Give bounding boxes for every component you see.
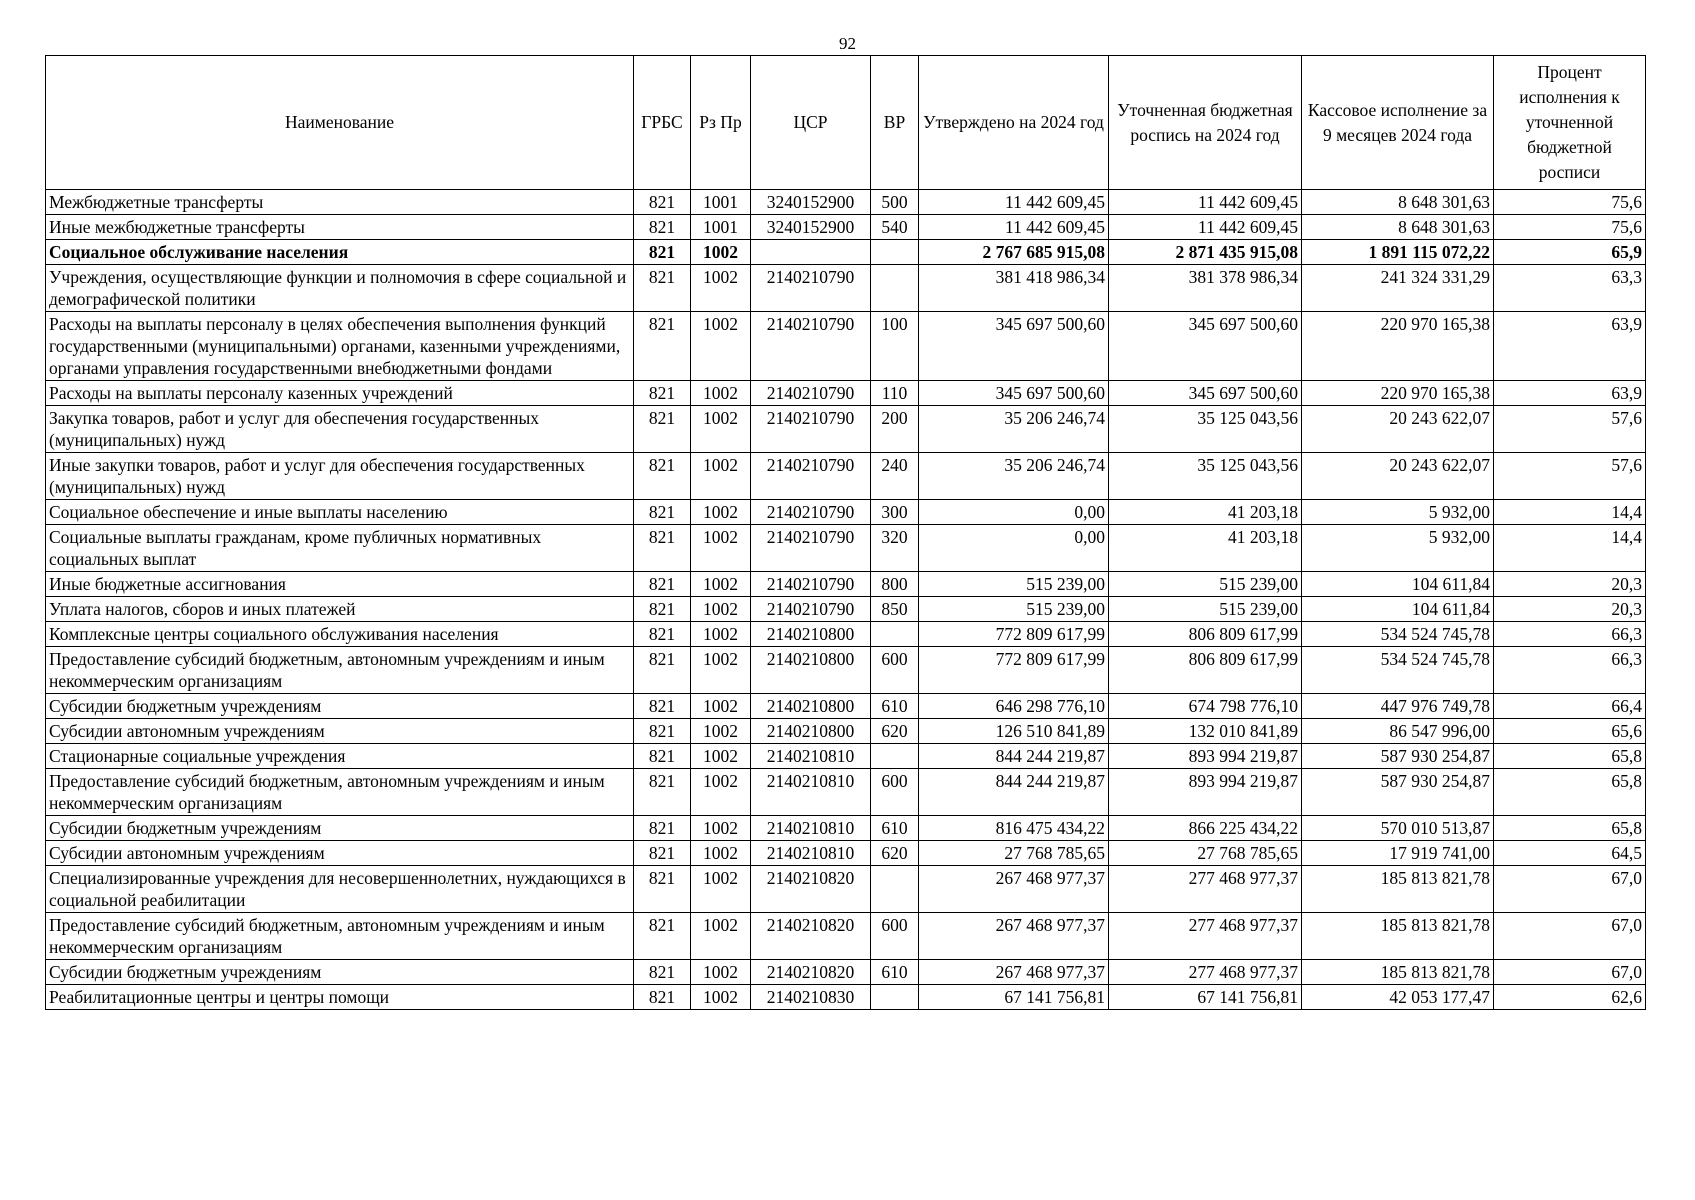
cell-vr: 600 <box>871 647 919 694</box>
table-row <box>46 985 1646 1010</box>
cell-percent: 14,4 <box>1494 525 1646 572</box>
cell-refined: 674 798 776,10 <box>1109 694 1302 719</box>
table-row <box>46 913 1646 960</box>
cell-name: Учреждения, осуществляющие функции и полномочия в сфере социальной и демографической политики <box>46 265 634 312</box>
cell-grbs: 821 <box>634 913 691 960</box>
cell-refined: 345 697 500,60 <box>1109 381 1302 406</box>
cell-grbs: 821 <box>634 500 691 525</box>
cell-percent: 65,8 <box>1494 816 1646 841</box>
cell-vr: 110 <box>871 381 919 406</box>
cell-rzpr: 1002 <box>691 406 751 453</box>
cell-grbs: 821 <box>634 719 691 744</box>
cell-cash: 20 243 622,07 <box>1302 453 1494 500</box>
cell-grbs: 821 <box>634 453 691 500</box>
cell-csr: 2140210820 <box>751 866 871 913</box>
cell-percent: 75,6 <box>1494 215 1646 240</box>
cell-grbs: 821 <box>634 525 691 572</box>
table-row <box>46 719 1646 744</box>
cell-approved: 267 468 977,37 <box>919 913 1109 960</box>
cell-vr: 800 <box>871 572 919 597</box>
cell-vr: 500 <box>871 190 919 215</box>
cell-cash: 20 243 622,07 <box>1302 406 1494 453</box>
cell-percent: 57,6 <box>1494 453 1646 500</box>
cell-grbs: 821 <box>634 694 691 719</box>
cell-approved: 515 239,00 <box>919 572 1109 597</box>
cell-approved: 844 244 219,87 <box>919 769 1109 816</box>
cell-approved: 67 141 756,81 <box>919 985 1109 1010</box>
cell-cash: 104 611,84 <box>1302 597 1494 622</box>
cell-grbs: 821 <box>634 985 691 1010</box>
cell-percent: 65,6 <box>1494 719 1646 744</box>
cell-cash: 587 930 254,87 <box>1302 769 1494 816</box>
cell-vr <box>871 265 919 312</box>
cell-name: Субсидии автономным учреждениям <box>46 841 634 866</box>
cell-percent: 65,8 <box>1494 744 1646 769</box>
header-cash: Кассовое исполнение за 9 месяцев 2024 года <box>1302 56 1494 190</box>
cell-name: Социальное обслуживание населения <box>46 240 634 265</box>
cell-name: Расходы на выплаты персоналу в целях обеспечения выполнения функций государственными (муниципальными) органами, казенными учреждениями, органами управления государственными внебюджетными фондами <box>46 312 634 381</box>
cell-csr: 2140210790 <box>751 265 871 312</box>
cell-percent: 66,4 <box>1494 694 1646 719</box>
cell-cash: 185 813 821,78 <box>1302 866 1494 913</box>
cell-grbs: 821 <box>634 622 691 647</box>
cell-approved: 0,00 <box>919 525 1109 572</box>
cell-approved: 381 418 986,34 <box>919 265 1109 312</box>
table-row <box>46 866 1646 913</box>
cell-csr: 2140210790 <box>751 597 871 622</box>
cell-rzpr: 1002 <box>691 453 751 500</box>
cell-csr: 2140210810 <box>751 841 871 866</box>
cell-name: Субсидии бюджетным учреждениям <box>46 816 634 841</box>
cell-refined: 381 378 986,34 <box>1109 265 1302 312</box>
cell-cash: 534 524 745,78 <box>1302 622 1494 647</box>
cell-vr: 610 <box>871 960 919 985</box>
cell-approved: 11 442 609,45 <box>919 190 1109 215</box>
table-row <box>46 500 1646 525</box>
cell-approved: 11 442 609,45 <box>919 215 1109 240</box>
cell-refined: 345 697 500,60 <box>1109 312 1302 381</box>
cell-approved: 816 475 434,22 <box>919 816 1109 841</box>
cell-grbs: 821 <box>634 312 691 381</box>
cell-rzpr: 1002 <box>691 841 751 866</box>
cell-refined: 41 203,18 <box>1109 500 1302 525</box>
cell-name: Предоставление субсидий бюджетным, автономным учреждениям и иным некоммерческим организациям <box>46 769 634 816</box>
cell-name: Субсидии бюджетным учреждениям <box>46 960 634 985</box>
cell-csr: 2140210790 <box>751 381 871 406</box>
cell-cash: 241 324 331,29 <box>1302 265 1494 312</box>
table-row <box>46 190 1646 215</box>
cell-name: Иные закупки товаров, работ и услуг для обеспечения государственных (муниципальных) нужд <box>46 453 634 500</box>
cell-rzpr: 1002 <box>691 866 751 913</box>
cell-vr: 100 <box>871 312 919 381</box>
cell-grbs: 821 <box>634 816 691 841</box>
cell-cash: 8 648 301,63 <box>1302 190 1494 215</box>
cell-percent: 67,0 <box>1494 913 1646 960</box>
cell-vr <box>871 866 919 913</box>
table-row <box>46 841 1646 866</box>
cell-approved: 0,00 <box>919 500 1109 525</box>
cell-approved: 35 206 246,74 <box>919 453 1109 500</box>
cell-vr <box>871 240 919 265</box>
cell-vr <box>871 985 919 1010</box>
cell-percent: 20,3 <box>1494 572 1646 597</box>
cell-csr: 2140210810 <box>751 769 871 816</box>
cell-rzpr: 1002 <box>691 240 751 265</box>
cell-csr: 2140210790 <box>751 500 871 525</box>
cell-vr: 620 <box>871 719 919 744</box>
cell-grbs: 821 <box>634 769 691 816</box>
cell-name: Стационарные социальные учреждения <box>46 744 634 769</box>
cell-name: Межбюджетные трансферты <box>46 190 634 215</box>
cell-csr: 2140210800 <box>751 694 871 719</box>
cell-rzpr: 1002 <box>691 525 751 572</box>
cell-percent: 63,9 <box>1494 312 1646 381</box>
cell-refined: 41 203,18 <box>1109 525 1302 572</box>
cell-csr: 2140210790 <box>751 406 871 453</box>
cell-name: Социальные выплаты гражданам, кроме публичных нормативных социальных выплат <box>46 525 634 572</box>
cell-percent: 66,3 <box>1494 647 1646 694</box>
cell-vr: 850 <box>871 597 919 622</box>
cell-refined: 866 225 434,22 <box>1109 816 1302 841</box>
cell-approved: 844 244 219,87 <box>919 744 1109 769</box>
cell-percent: 75,6 <box>1494 190 1646 215</box>
cell-rzpr: 1002 <box>691 622 751 647</box>
cell-csr: 2140210800 <box>751 622 871 647</box>
cell-csr: 2140210790 <box>751 312 871 381</box>
cell-refined: 2 871 435 915,08 <box>1109 240 1302 265</box>
cell-rzpr: 1002 <box>691 265 751 312</box>
cell-approved: 267 468 977,37 <box>919 866 1109 913</box>
cell-percent: 67,0 <box>1494 960 1646 985</box>
cell-name: Субсидии бюджетным учреждениям <box>46 694 634 719</box>
cell-name: Уплата налогов, сборов и иных платежей <box>46 597 634 622</box>
table-row <box>46 572 1646 597</box>
cell-cash: 42 053 177,47 <box>1302 985 1494 1010</box>
cell-name: Специализированные учреждения для несовершеннолетних, нуждающихся в социальной реабилитации <box>46 866 634 913</box>
cell-csr: 2140210790 <box>751 572 871 597</box>
cell-cash: 570 010 513,87 <box>1302 816 1494 841</box>
cell-cash: 220 970 165,38 <box>1302 312 1494 381</box>
cell-cash: 5 932,00 <box>1302 500 1494 525</box>
cell-vr: 610 <box>871 694 919 719</box>
cell-approved: 772 809 617,99 <box>919 647 1109 694</box>
cell-name: Предоставление субсидий бюджетным, автономным учреждениям и иным некоммерческим организациям <box>46 913 634 960</box>
cell-percent: 65,8 <box>1494 769 1646 816</box>
cell-refined: 11 442 609,45 <box>1109 215 1302 240</box>
cell-rzpr: 1002 <box>691 960 751 985</box>
table-body <box>46 190 1646 1010</box>
cell-percent: 64,5 <box>1494 841 1646 866</box>
cell-refined: 893 994 219,87 <box>1109 769 1302 816</box>
cell-refined: 806 809 617,99 <box>1109 647 1302 694</box>
cell-refined: 35 125 043,56 <box>1109 453 1302 500</box>
cell-csr: 2140210800 <box>751 719 871 744</box>
cell-vr: 300 <box>871 500 919 525</box>
cell-rzpr: 1002 <box>691 816 751 841</box>
cell-name: Расходы на выплаты персоналу казенных учреждений <box>46 381 634 406</box>
header-grbs: ГРБС <box>634 56 691 190</box>
cell-name: Реабилитационные центры и центры помощи <box>46 985 634 1010</box>
table-row <box>46 406 1646 453</box>
cell-refined: 11 442 609,45 <box>1109 190 1302 215</box>
cell-rzpr: 1002 <box>691 500 751 525</box>
cell-grbs: 821 <box>634 190 691 215</box>
cell-refined: 277 468 977,37 <box>1109 913 1302 960</box>
cell-grbs: 821 <box>634 265 691 312</box>
cell-csr: 2140210820 <box>751 913 871 960</box>
cell-refined: 515 239,00 <box>1109 572 1302 597</box>
table-row <box>46 694 1646 719</box>
cell-approved: 345 697 500,60 <box>919 381 1109 406</box>
cell-vr: 540 <box>871 215 919 240</box>
cell-grbs: 821 <box>634 572 691 597</box>
table-header-row <box>46 56 1646 190</box>
cell-approved: 35 206 246,74 <box>919 406 1109 453</box>
cell-cash: 447 976 749,78 <box>1302 694 1494 719</box>
cell-csr: 2140210790 <box>751 525 871 572</box>
header-percent: Процент исполнения к уточненной бюджетной росписи <box>1494 56 1646 190</box>
cell-percent: 67,0 <box>1494 866 1646 913</box>
cell-rzpr: 1002 <box>691 312 751 381</box>
cell-approved: 267 468 977,37 <box>919 960 1109 985</box>
cell-cash: 86 547 996,00 <box>1302 719 1494 744</box>
cell-approved: 646 298 776,10 <box>919 694 1109 719</box>
cell-grbs: 821 <box>634 597 691 622</box>
page-number: 92 <box>839 34 856 53</box>
table-row <box>46 622 1646 647</box>
cell-percent: 57,6 <box>1494 406 1646 453</box>
cell-approved: 345 697 500,60 <box>919 312 1109 381</box>
table-row <box>46 597 1646 622</box>
cell-cash: 104 611,84 <box>1302 572 1494 597</box>
cell-refined: 277 468 977,37 <box>1109 960 1302 985</box>
cell-csr: 3240152900 <box>751 215 871 240</box>
header-rzpr: Рз Пр <box>691 56 751 190</box>
cell-cash: 185 813 821,78 <box>1302 960 1494 985</box>
cell-vr: 240 <box>871 453 919 500</box>
cell-vr: 320 <box>871 525 919 572</box>
cell-cash: 17 919 741,00 <box>1302 841 1494 866</box>
cell-approved: 515 239,00 <box>919 597 1109 622</box>
cell-vr: 200 <box>871 406 919 453</box>
cell-name: Закупка товаров, работ и услуг для обеспечения государственных (муниципальных) нужд <box>46 406 634 453</box>
cell-rzpr: 1002 <box>691 647 751 694</box>
cell-rzpr: 1002 <box>691 769 751 816</box>
cell-name: Социальное обеспечение и иные выплаты населению <box>46 500 634 525</box>
cell-percent: 63,3 <box>1494 265 1646 312</box>
cell-csr <box>751 240 871 265</box>
cell-rzpr: 1002 <box>691 913 751 960</box>
header-approved: Утверждено на 2024 год <box>919 56 1109 190</box>
table-row <box>46 381 1646 406</box>
cell-refined: 277 468 977,37 <box>1109 866 1302 913</box>
cell-approved: 27 768 785,65 <box>919 841 1109 866</box>
cell-grbs: 821 <box>634 744 691 769</box>
cell-rzpr: 1002 <box>691 381 751 406</box>
cell-cash: 587 930 254,87 <box>1302 744 1494 769</box>
cell-grbs: 821 <box>634 215 691 240</box>
table-row <box>46 647 1646 694</box>
cell-refined: 27 768 785,65 <box>1109 841 1302 866</box>
cell-csr: 2140210820 <box>751 960 871 985</box>
table-row <box>46 960 1646 985</box>
cell-csr: 3240152900 <box>751 190 871 215</box>
cell-grbs: 821 <box>634 406 691 453</box>
cell-refined: 35 125 043,56 <box>1109 406 1302 453</box>
table-row <box>46 744 1646 769</box>
cell-cash: 8 648 301,63 <box>1302 215 1494 240</box>
cell-grbs: 821 <box>634 647 691 694</box>
cell-csr: 2140210810 <box>751 816 871 841</box>
cell-cash: 534 524 745,78 <box>1302 647 1494 694</box>
cell-csr: 2140210800 <box>751 647 871 694</box>
cell-name: Субсидии автономным учреждениям <box>46 719 634 744</box>
cell-name: Предоставление субсидий бюджетным, автономным учреждениям и иным некоммерческим организациям <box>46 647 634 694</box>
cell-cash: 220 970 165,38 <box>1302 381 1494 406</box>
cell-cash: 185 813 821,78 <box>1302 913 1494 960</box>
cell-rzpr: 1002 <box>691 597 751 622</box>
cell-grbs: 821 <box>634 240 691 265</box>
header-name: Наименование <box>46 56 634 190</box>
cell-grbs: 821 <box>634 960 691 985</box>
cell-rzpr: 1001 <box>691 190 751 215</box>
cell-approved: 2 767 685 915,08 <box>919 240 1109 265</box>
cell-grbs: 821 <box>634 841 691 866</box>
cell-vr: 600 <box>871 769 919 816</box>
cell-refined: 806 809 617,99 <box>1109 622 1302 647</box>
cell-rzpr: 1002 <box>691 744 751 769</box>
cell-name: Иные межбюджетные трансферты <box>46 215 634 240</box>
cell-percent: 62,6 <box>1494 985 1646 1010</box>
cell-approved: 126 510 841,89 <box>919 719 1109 744</box>
cell-grbs: 821 <box>634 866 691 913</box>
cell-rzpr: 1001 <box>691 215 751 240</box>
cell-refined: 67 141 756,81 <box>1109 985 1302 1010</box>
header-refined: Уточненная бюджетная роспись на 2024 год <box>1109 56 1302 190</box>
cell-refined: 132 010 841,89 <box>1109 719 1302 744</box>
cell-csr: 2140210810 <box>751 744 871 769</box>
cell-vr: 600 <box>871 913 919 960</box>
table-row <box>46 769 1646 816</box>
cell-percent: 63,9 <box>1494 381 1646 406</box>
cell-vr: 610 <box>871 816 919 841</box>
table-row <box>46 816 1646 841</box>
table-row <box>46 525 1646 572</box>
cell-name: Иные бюджетные ассигнования <box>46 572 634 597</box>
cell-rzpr: 1002 <box>691 572 751 597</box>
cell-vr: 620 <box>871 841 919 866</box>
cell-csr: 2140210790 <box>751 453 871 500</box>
cell-approved: 772 809 617,99 <box>919 622 1109 647</box>
table-row <box>46 312 1646 381</box>
budget-execution-table <box>45 55 1646 1010</box>
cell-rzpr: 1002 <box>691 985 751 1010</box>
table-row <box>46 453 1646 500</box>
cell-grbs: 821 <box>634 381 691 406</box>
header-vr: ВР <box>871 56 919 190</box>
cell-refined: 515 239,00 <box>1109 597 1302 622</box>
cell-cash: 1 891 115 072,22 <box>1302 240 1494 265</box>
cell-percent: 65,9 <box>1494 240 1646 265</box>
cell-csr: 2140210830 <box>751 985 871 1010</box>
cell-cash: 5 932,00 <box>1302 525 1494 572</box>
cell-percent: 66,3 <box>1494 622 1646 647</box>
cell-percent: 20,3 <box>1494 597 1646 622</box>
table-row <box>46 265 1646 312</box>
table-row <box>46 240 1646 265</box>
cell-vr <box>871 622 919 647</box>
cell-refined: 893 994 219,87 <box>1109 744 1302 769</box>
table-row <box>46 215 1646 240</box>
header-csr: ЦСР <box>751 56 871 190</box>
cell-rzpr: 1002 <box>691 694 751 719</box>
cell-rzpr: 1002 <box>691 719 751 744</box>
cell-percent: 14,4 <box>1494 500 1646 525</box>
cell-name: Комплексные центры социального обслуживания населения <box>46 622 634 647</box>
cell-vr <box>871 744 919 769</box>
